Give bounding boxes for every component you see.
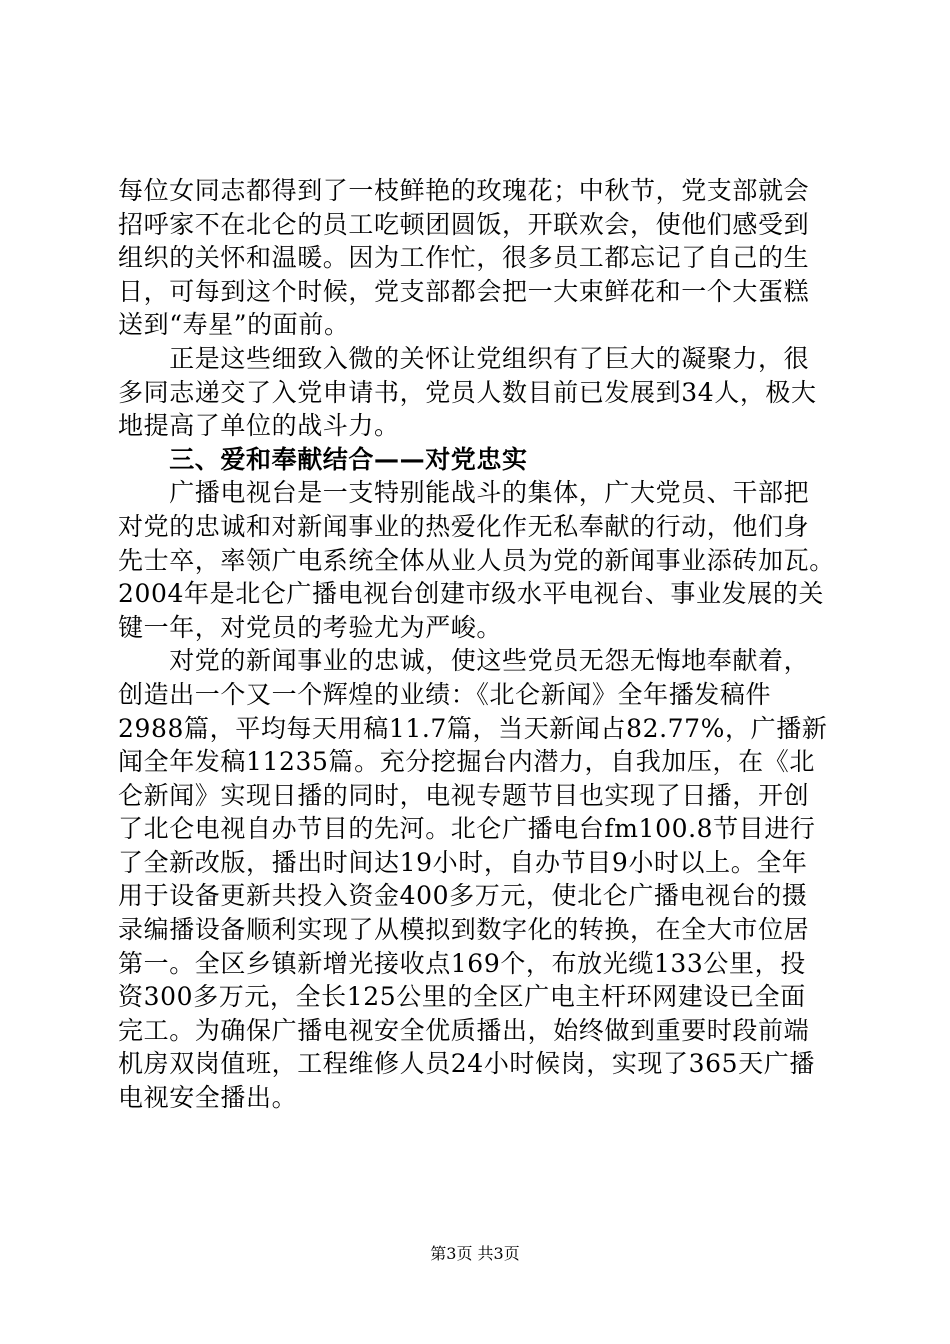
text-line: 录编播设备顺利实现了从模拟到数字化的转换，在全大市位居 [118, 915, 810, 945]
text-line: 用于设备更新共投入资金400多万元，使北仑广播电视台的摄 [118, 881, 808, 911]
section-heading: 三、爱和奉献结合——对党忠实 [118, 444, 528, 474]
text-line: 机房双岗值班，工程维修人员24小时候岗，实现了365天广播 [118, 1049, 815, 1079]
text-line: 2004年是北仑广播电视台创建市级水平电视台、事业发展的关 [118, 579, 825, 609]
text-line: 闻全年发稿11235篇。充分挖掘台内潜力，自我加压，在《北 [118, 747, 815, 777]
text-line: 广播电视台是一支特别能战斗的集体，广大党员、干部把 [118, 478, 810, 508]
text-line: 对党的忠诚和对新闻事业的热爱化作无私奉献的行动，他们身 [118, 511, 810, 541]
text-line: 对党的新闻事业的忠诚，使这些党员无怨无悔地奉献着， [118, 646, 810, 676]
text-line: 送到“寿星”的面前。 [118, 310, 350, 340]
text-line: 创造出一个又一个辉煌的业绩：《北仑新闻》全年播发稿件 [118, 679, 772, 709]
text-line: 组织的关怀和温暖。因为工作忙，很多员工都忘记了自己的生 [118, 243, 810, 273]
body-text [118, 174, 838, 1115]
text-line: 正是这些细致入微的关怀让党组织有了巨大的凝聚力，很 [118, 343, 810, 373]
text-line: 日，可每到这个时候，党支部都会把一大束鲜花和一个大蛋糕 [118, 276, 810, 306]
text-line: 地提高了单位的战斗力。 [118, 411, 400, 441]
text-line: 电视安全播出。 [118, 1083, 298, 1113]
text-line: 资300多万元，全长125公里的全区广电主杆环网建设已全面 [118, 982, 806, 1012]
text-line: 键一年，对党员的考验尤为严峻。 [118, 612, 503, 642]
text-line: 先士卒，率领广电系统全体从业人员为党的新闻事业添砖加瓦。 [118, 545, 835, 575]
text-line: 2988篇，平均每天用稿11.7篇，当天新闻占82.77%，广播新 [118, 713, 828, 743]
text-line: 第一。全区乡镇新增光接收点169个，布放光缆133公里，投 [118, 948, 806, 978]
page-footer: 第3页 共3页 [430, 1244, 520, 1263]
text-line: 完工。为确保广播电视安全优质播出，始终做到重要时段前端 [118, 1015, 810, 1045]
text-line: 了全新改版，播出时间达19小时，自办节目9小时以上。全年 [118, 847, 808, 877]
text-line: 多同志递交了入党申请书，党员人数目前已发展到34人，极大 [118, 377, 817, 407]
text-line: 了北仑电视自办节目的先河。北仑广播电台fm100.8节目进行 [118, 814, 816, 844]
text-line: 每位女同志都得到了一枝鲜艳的玫瑰花；中秋节，党支部就会 [118, 176, 810, 205]
text-line: 仑新闻》实现日播的同时，电视专题节目也实现了日播，开创 [118, 780, 810, 810]
text-line: 招呼家不在北仑的员工吃顿团圆饭，开联欢会，使他们感受到 [118, 209, 810, 239]
